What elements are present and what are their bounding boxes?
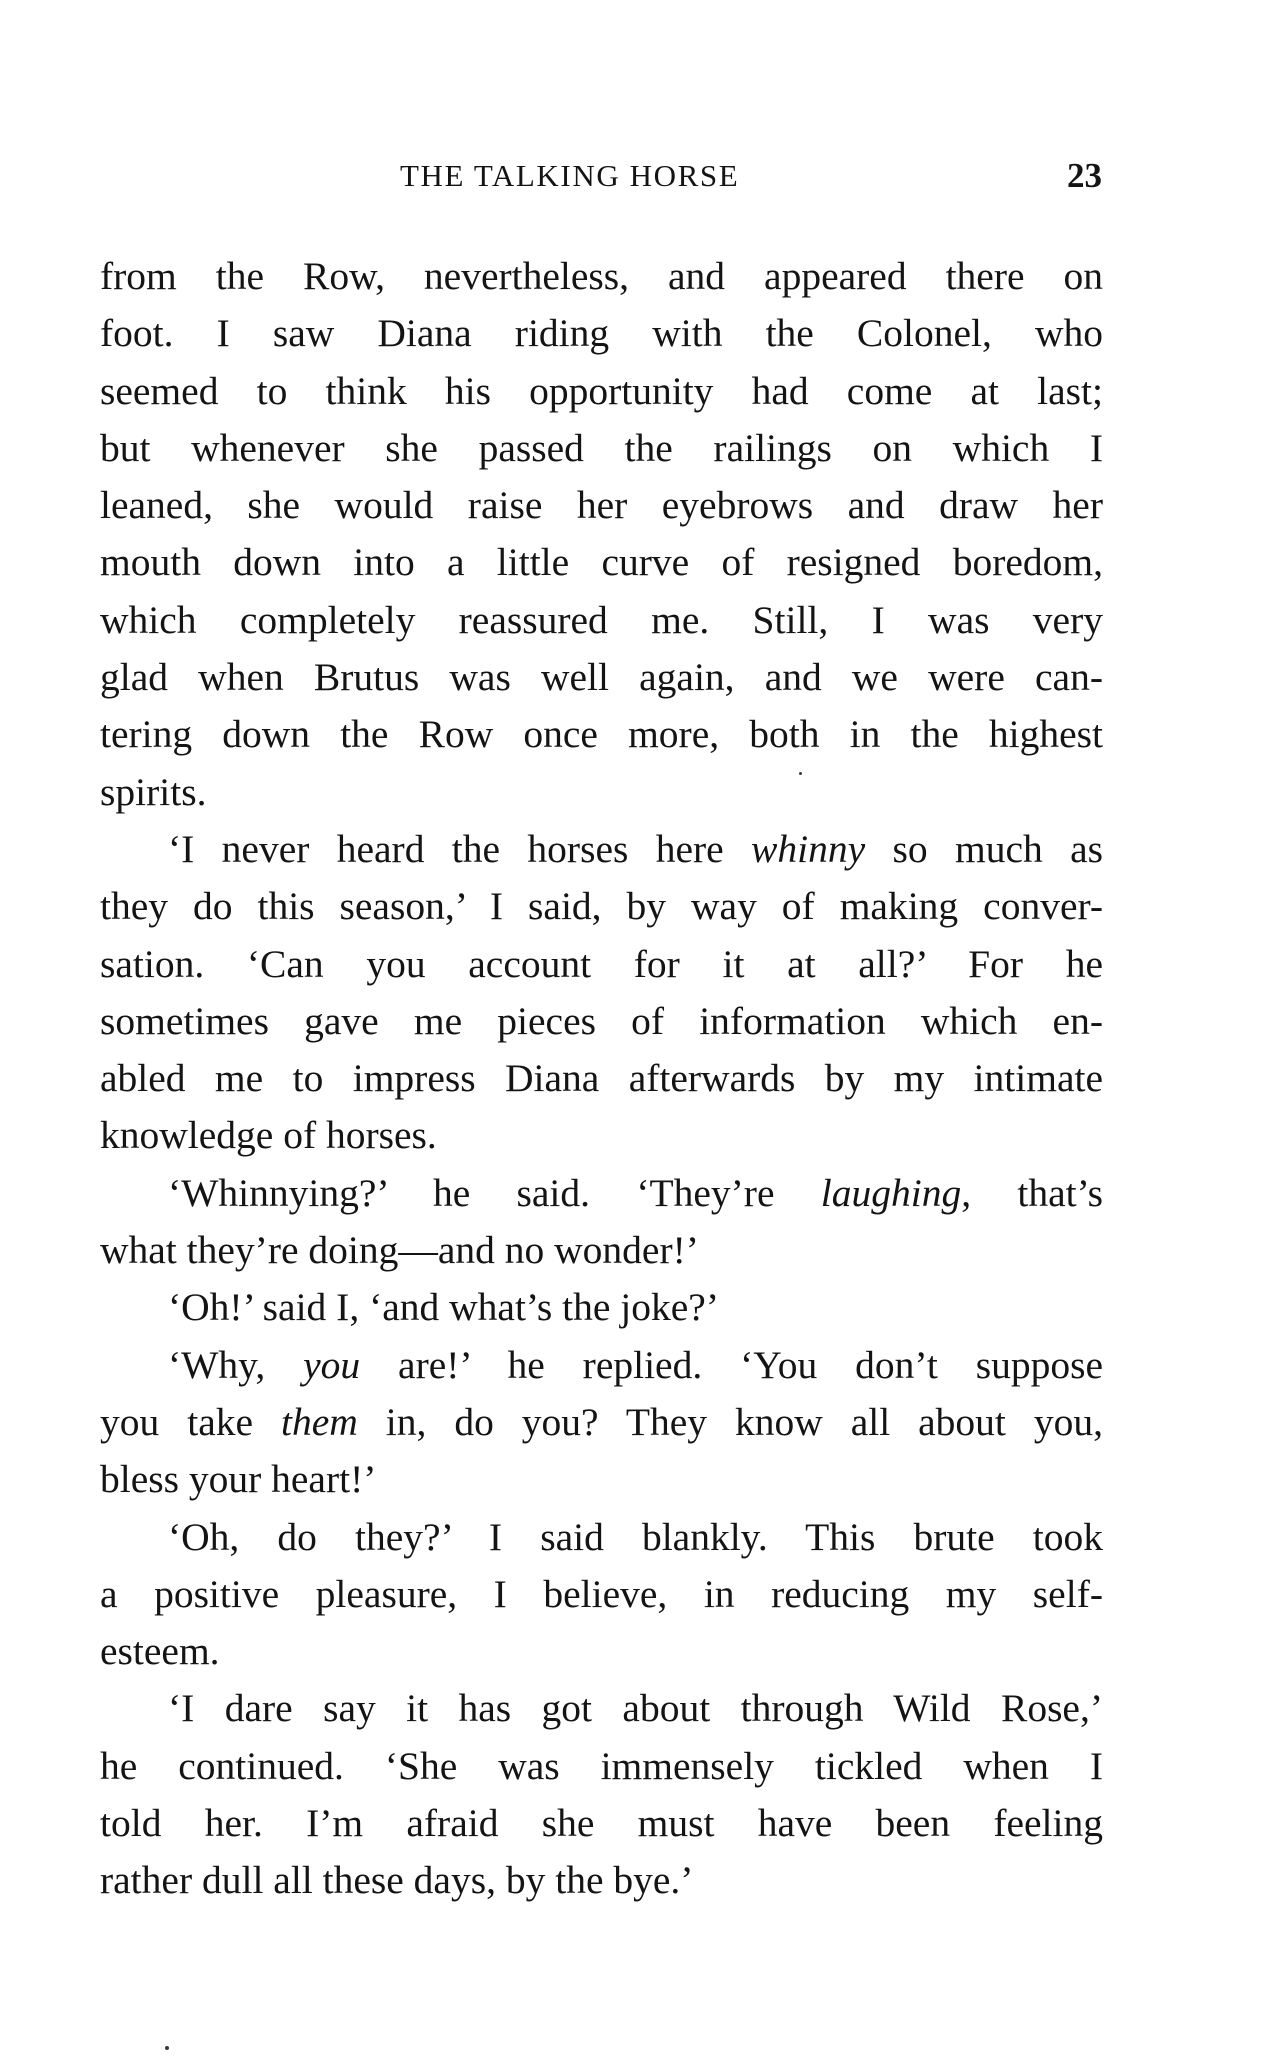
body-text xyxy=(100,248,1103,1910)
text-run: in, do you? They know all about you, xyxy=(357,1399,1103,1444)
text-line xyxy=(100,534,1103,591)
text-line xyxy=(100,477,1103,534)
text-line xyxy=(100,1337,1103,1394)
text-line xyxy=(100,821,1103,878)
text-run: ‘I never heard the horses here xyxy=(168,826,752,871)
text-line xyxy=(100,305,1103,362)
text-line xyxy=(100,592,1103,649)
text-line xyxy=(100,1623,1103,1680)
text-run: ‘Oh!’ said I, ‘and what’s the joke?’ xyxy=(168,1285,719,1330)
text-run: abled me to impress Diana afterwards by my intimate xyxy=(100,1056,1103,1101)
text-run: sation. ‘Can you account for it at all?’ For he xyxy=(100,941,1103,986)
text-run: so much as xyxy=(865,826,1103,871)
page-number: 23 xyxy=(1067,156,1102,195)
italic-text: them xyxy=(280,1399,358,1444)
text-run: from the Row, nevertheless, and appeared there on xyxy=(100,254,1103,298)
text-run: sometimes gave me pieces of information which en- xyxy=(100,998,1103,1043)
text-line xyxy=(100,1451,1103,1508)
text-line xyxy=(100,1222,1103,1279)
text-line xyxy=(100,363,1103,420)
text-line xyxy=(100,649,1103,706)
text-line xyxy=(100,936,1103,993)
text-run: tering down the Row once more, both in the highest xyxy=(100,712,1103,757)
text-run: they do this season,’ I said, by way of making conver- xyxy=(100,884,1103,929)
text-line xyxy=(100,1852,1103,1909)
print-speck xyxy=(165,2046,169,2050)
text-run: ‘Whinnying?’ he said. ‘They’re xyxy=(168,1170,821,1215)
italic-text: whinny xyxy=(751,826,866,871)
text-line xyxy=(100,1394,1103,1451)
text-line xyxy=(100,878,1103,935)
text-line xyxy=(100,1566,1103,1623)
text-line xyxy=(100,248,1103,305)
text-run: ‘Oh, do they?’ I said blankly. This brute took xyxy=(168,1514,1103,1559)
text-line xyxy=(100,993,1103,1050)
text-run: mouth down into a little curve of resigned boredom, xyxy=(100,540,1103,585)
text-line xyxy=(100,764,1103,821)
text-run: but whenever she passed the railings on which I xyxy=(100,425,1103,470)
text-run: leaned, she would raise her eyebrows and draw her xyxy=(100,483,1103,528)
text-run: which completely reassured me. Still, I was very xyxy=(100,597,1103,642)
text-run: ‘I dare say it has got about through Wild Rose,’ xyxy=(168,1686,1103,1731)
text-line xyxy=(100,706,1103,763)
italic-text: laughing xyxy=(820,1170,962,1215)
text-line xyxy=(100,1165,1103,1222)
text-line xyxy=(100,1050,1103,1107)
text-run: you take xyxy=(100,1399,281,1444)
text-run: spirits. xyxy=(100,769,207,814)
text-line xyxy=(100,420,1103,477)
text-run: rather dull all these days, by the bye.’ xyxy=(100,1858,694,1903)
text-run: knowledge of horses. xyxy=(100,1113,437,1158)
text-run: he continued. ‘She was immensely tickled when I xyxy=(100,1743,1103,1788)
text-run: esteem. xyxy=(100,1629,220,1674)
text-run: bless your heart!’ xyxy=(100,1457,377,1502)
text-run: are!’ he replied. ‘You don’t suppose xyxy=(360,1342,1103,1387)
text-run: told her. I’m afraid she must have been feeling xyxy=(100,1801,1103,1846)
text-line xyxy=(100,1509,1103,1566)
text-line xyxy=(100,1795,1103,1852)
text-run: seemed to think his opportunity had come at last; xyxy=(100,368,1103,413)
text-run: ‘Why, xyxy=(168,1342,304,1387)
text-run: what they’re doing—and no wonder!’ xyxy=(100,1228,699,1273)
text-line xyxy=(100,1107,1103,1164)
text-run: foot. I saw Diana riding with the Colonel, who xyxy=(100,311,1103,356)
text-line xyxy=(100,1279,1103,1336)
running-title: THE TALKING HORSE xyxy=(400,158,740,193)
text-run: , that’s xyxy=(961,1170,1104,1215)
text-line xyxy=(100,1680,1103,1737)
italic-text: you xyxy=(303,1342,361,1387)
text-line xyxy=(100,1738,1103,1795)
text-run: glad when Brutus was well again, and we were can- xyxy=(100,655,1103,700)
running-head xyxy=(0,158,1281,202)
print-speck xyxy=(799,772,802,775)
text-run: a positive pleasure, I believe, in reducing my self- xyxy=(100,1571,1103,1616)
